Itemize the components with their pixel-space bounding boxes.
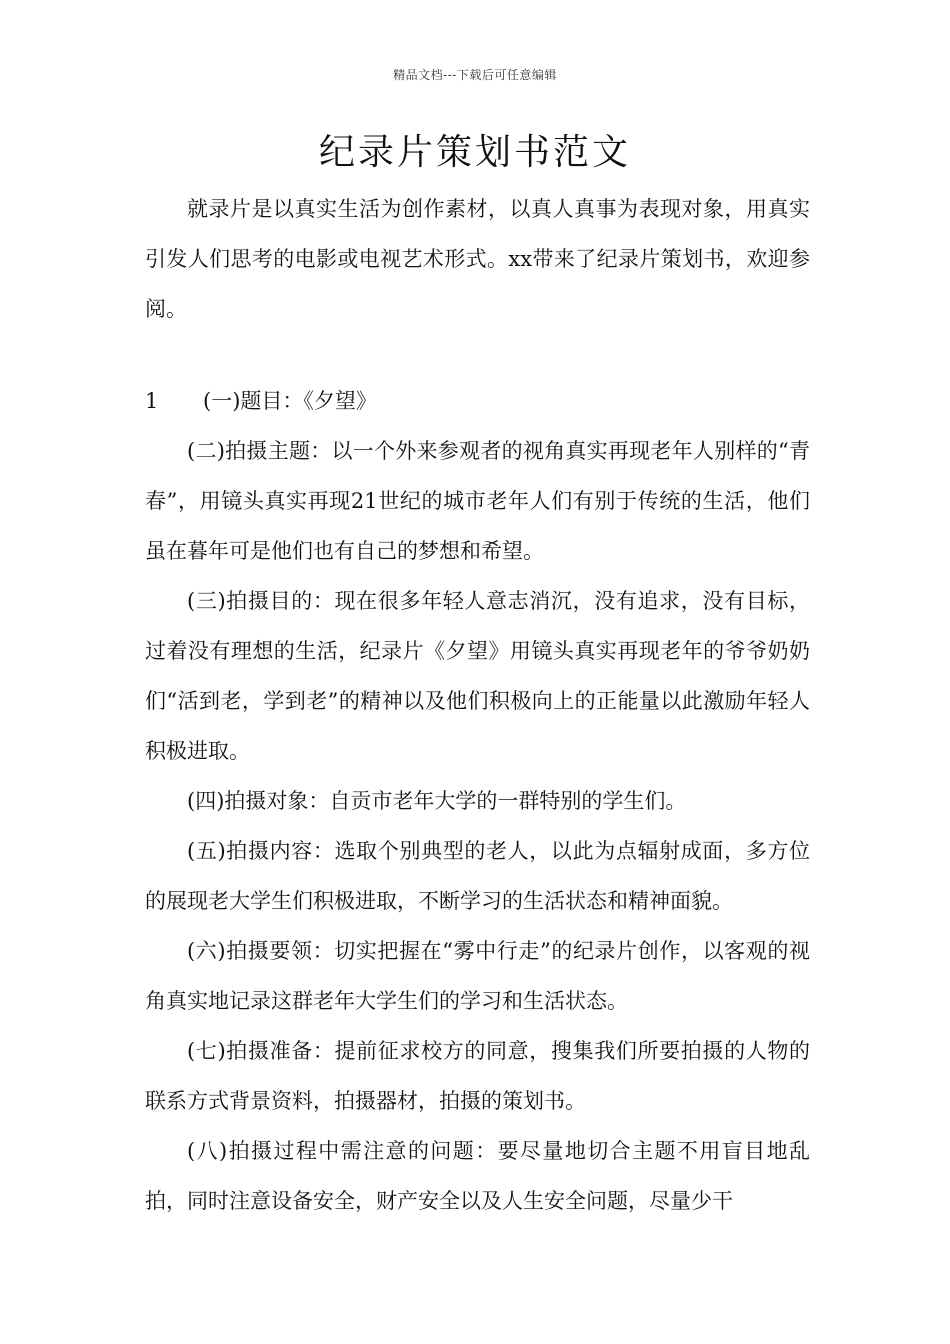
intro-block bbox=[145, 184, 810, 334]
section-paragraph: (七)拍摄准备：提前征求校方的同意，搜集我们所要拍摄的人物的联系方式背景资料，拍摄器材，拍摄的策划书。 bbox=[145, 1039, 810, 1113]
section-paragraph: (二)拍摄主题：以一个外来参观者的视角真实再现老年人别样的“青春”，用镜头真实再现21世纪的城市老年人们有别于传统的生活，他们虽在暮年可是他们也有自己的梦想和希望。 bbox=[145, 439, 810, 563]
intro-paragraph: 就录片是以真实生活为创作素材，以真人真事为表现对象，用真实引发人们思考的电影或电视艺术形式。xx带来了纪录片策划书，欢迎参阅。 bbox=[145, 197, 810, 321]
numbered-section bbox=[145, 376, 810, 1226]
section-list bbox=[145, 426, 810, 1226]
section-paragraph: (八)拍摄过程中需注意的问题：要尽量地切合主题不用盲目地乱拍，同时注意设备安全，财产安全以及人生安全问题，尽量少干 bbox=[145, 1139, 810, 1213]
section-paragraph: (四)拍摄对象：自贡市老年大学的一群特别的学生们。 bbox=[187, 789, 687, 813]
section-paragraph: (五)拍摄内容：选取个别典型的老人，以此为点辐射成面，多方位的展现老大学生们积极进取，不断学习的生活状态和精神面貌。 bbox=[145, 839, 810, 913]
section-paragraph: (三)拍摄目的：现在很多年轻人意志消沉，没有追求，没有目标，过着没有理想的生活，纪录片《夕望》用镜头真实再现老年的爷爷奶奶们“活到老，学到老”的精神以及他们积极向上的正能量以此激励年轻人积极进取。 bbox=[145, 589, 810, 763]
list-item-1 bbox=[145, 376, 810, 426]
list-number: 1 bbox=[145, 389, 159, 413]
section-paragraph: (六)拍摄要领：切实把握在“雾中行走”的纪录片创作，以客观的视角真实地记录这群老年大学生们的学习和生活状态。 bbox=[145, 939, 810, 1013]
topic-item: (一)题目：《夕望》 bbox=[203, 389, 377, 413]
header-note: 精品文档---下载后可任意编辑 bbox=[393, 68, 557, 82]
document-title: 纪录片策划书范文 bbox=[318, 132, 631, 173]
